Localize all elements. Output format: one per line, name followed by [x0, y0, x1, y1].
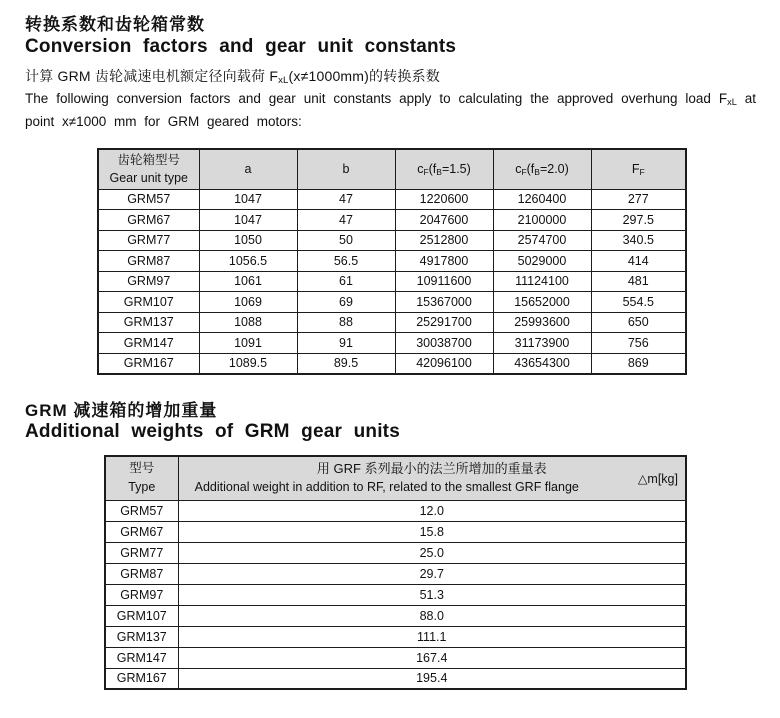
value-cell: 56.5 — [297, 251, 395, 272]
table-row — [105, 605, 686, 626]
value-cell: 167.4 — [178, 647, 686, 668]
text-segment: 计算 GRM 齿轮减速电机额定径向载荷 F — [25, 68, 279, 84]
model-cell: GRM87 — [98, 251, 199, 272]
subscript-text: xL — [278, 75, 289, 87]
description-line-1 — [25, 88, 756, 111]
value-cell: 47 — [297, 210, 395, 231]
value-cell: 2047600 — [395, 210, 493, 231]
column-header-cf-2.0 — [493, 149, 591, 189]
value-cell: 1047 — [199, 189, 297, 210]
value-cell: 51.3 — [178, 584, 686, 605]
model-cell: GRM137 — [105, 626, 178, 647]
value-cell: 414 — [591, 251, 686, 272]
header-weight-zh: 用 GRF 系列最小的法兰所增加的重量表 — [316, 461, 547, 477]
value-cell: 29.7 — [178, 563, 686, 584]
section1-title-chinese: 转换系数和齿轮箱常数 — [25, 15, 205, 34]
header-type-en: Type — [128, 480, 156, 495]
value-cell: 25291700 — [395, 312, 493, 333]
value-cell: 25.0 — [178, 542, 686, 563]
section1-description-english — [25, 88, 756, 133]
value-cell: 69 — [297, 292, 395, 313]
model-cell: GRM57 — [105, 500, 178, 521]
delta-m-unit-label: △m[kg] — [637, 472, 678, 486]
header-type-zh: 型号 — [129, 461, 155, 476]
column-header-gear-unit-type — [98, 149, 199, 189]
text-segment: F — [631, 162, 640, 177]
table-row — [98, 353, 686, 374]
value-cell: 869 — [591, 353, 686, 374]
weights-table-body — [105, 500, 686, 689]
value-cell: 88.0 — [178, 605, 686, 626]
column-header-a: a — [199, 149, 297, 189]
table-row — [98, 271, 686, 292]
column-header-type — [105, 456, 178, 500]
model-cell: GRM147 — [98, 333, 199, 354]
text-segment: (f — [526, 162, 535, 177]
table-row — [98, 312, 686, 333]
value-cell: 2512800 — [395, 230, 493, 251]
value-cell: 340.5 — [591, 230, 686, 251]
column-header-additional-weight — [178, 456, 686, 500]
value-cell: 10911600 — [395, 271, 493, 292]
section2-title-chinese: GRM 减速箱的增加重量 — [25, 401, 218, 420]
table-row — [105, 584, 686, 605]
model-cell: GRM147 — [105, 647, 178, 668]
value-cell: 89.5 — [297, 353, 395, 374]
model-cell: GRM77 — [98, 230, 199, 251]
value-cell: 650 — [591, 312, 686, 333]
value-cell: 277 — [591, 189, 686, 210]
additional-weights-table — [104, 455, 687, 690]
value-cell: 12.0 — [178, 500, 686, 521]
section1-title-english: Conversion factors and gear unit constants — [25, 36, 457, 57]
model-cell: GRM167 — [98, 353, 199, 374]
column-header-ff — [591, 149, 686, 189]
subscript-text: xL — [727, 97, 737, 108]
value-cell: 1056.5 — [199, 251, 297, 272]
value-cell: 1089.5 — [199, 353, 297, 374]
header-gear-type-en: Gear unit type — [109, 171, 188, 186]
value-cell: 47 — [297, 189, 395, 210]
value-cell: 91 — [297, 333, 395, 354]
value-cell: 25993600 — [493, 312, 591, 333]
subscript-text: B — [534, 167, 540, 178]
description-line-2: point x≠1000 mm for GRM geared motors: — [25, 113, 302, 129]
table-row — [98, 292, 686, 313]
value-cell: 88 — [297, 312, 395, 333]
model-cell: GRM57 — [98, 189, 199, 210]
value-cell: 15.8 — [178, 521, 686, 542]
text-segment: (f — [428, 162, 437, 177]
subscript-text: F — [639, 167, 645, 178]
table-row — [105, 668, 686, 689]
value-cell: 5029000 — [493, 251, 591, 272]
value-cell: 4917800 — [395, 251, 493, 272]
text-segment: =2.0) — [539, 162, 569, 177]
value-cell: 554.5 — [591, 292, 686, 313]
value-cell: 1061 — [199, 271, 297, 292]
table-row — [105, 542, 686, 563]
table-row — [105, 500, 686, 521]
model-cell: GRM137 — [98, 312, 199, 333]
value-cell: 1088 — [199, 312, 297, 333]
conversion-table-body — [98, 189, 686, 374]
text-segment: =1.5) — [441, 162, 471, 177]
section1-description-chinese — [25, 66, 440, 86]
value-cell: 481 — [591, 271, 686, 292]
value-cell: 30038700 — [395, 333, 493, 354]
model-cell: GRM97 — [105, 584, 178, 605]
table-row — [98, 189, 686, 210]
value-cell: 15367000 — [395, 292, 493, 313]
column-header-b: b — [297, 149, 395, 189]
value-cell: 195.4 — [178, 668, 686, 689]
value-cell: 43654300 — [493, 353, 591, 374]
table-row — [98, 210, 686, 231]
table-row — [105, 521, 686, 542]
model-cell: GRM67 — [98, 210, 199, 231]
value-cell: 42096100 — [395, 353, 493, 374]
model-cell: GRM167 — [105, 668, 178, 689]
text-segment: c — [417, 162, 424, 177]
conversion-factors-table — [97, 148, 687, 375]
value-cell: 756 — [591, 333, 686, 354]
model-cell: GRM97 — [98, 271, 199, 292]
table-row — [105, 563, 686, 584]
value-cell: 2574700 — [493, 230, 591, 251]
value-cell: 1050 — [199, 230, 297, 251]
value-cell: 15652000 — [493, 292, 591, 313]
model-cell: GRM87 — [105, 563, 178, 584]
value-cell: 1047 — [199, 210, 297, 231]
table-row — [98, 251, 686, 272]
text-segment: (x≠1000mm)的转换系数 — [288, 68, 441, 84]
value-cell: 11124100 — [493, 271, 591, 292]
value-cell: 1069 — [199, 292, 297, 313]
subscript-text: F — [423, 167, 429, 178]
value-cell: 297.5 — [591, 210, 686, 231]
weights-table-header — [105, 456, 686, 500]
subscript-text: F — [521, 167, 527, 178]
table-row — [105, 647, 686, 668]
value-cell: 31173900 — [493, 333, 591, 354]
header-gear-type-zh: 齿轮箱型号 — [117, 153, 180, 168]
value-cell: 2100000 — [493, 210, 591, 231]
model-cell: GRM67 — [105, 521, 178, 542]
subscript-text: B — [436, 167, 442, 178]
conversion-table-header — [98, 149, 686, 189]
value-cell: 1091 — [199, 333, 297, 354]
column-header-cf-1.5 — [395, 149, 493, 189]
header-weight-en: Additional weight in addition to RF, related to the smallest GRF flange — [194, 480, 579, 495]
header-row — [98, 149, 686, 189]
text-segment: at — [736, 91, 756, 106]
text-segment: The following conversion factors and gear unit constants apply to calculating the approved overhung load F — [25, 91, 728, 106]
text-segment: c — [515, 162, 522, 177]
section2-title-english: Additional weights of GRM gear units — [25, 421, 400, 442]
table-row — [105, 626, 686, 647]
model-cell: GRM107 — [105, 605, 178, 626]
table-row — [98, 230, 686, 251]
value-cell: 1260400 — [493, 189, 591, 210]
model-cell: GRM107 — [98, 292, 199, 313]
value-cell: 61 — [297, 271, 395, 292]
value-cell: 50 — [297, 230, 395, 251]
model-cell: GRM77 — [105, 542, 178, 563]
value-cell: 1220600 — [395, 189, 493, 210]
header-row — [105, 456, 686, 500]
value-cell: 111.1 — [178, 626, 686, 647]
table-row — [98, 333, 686, 354]
